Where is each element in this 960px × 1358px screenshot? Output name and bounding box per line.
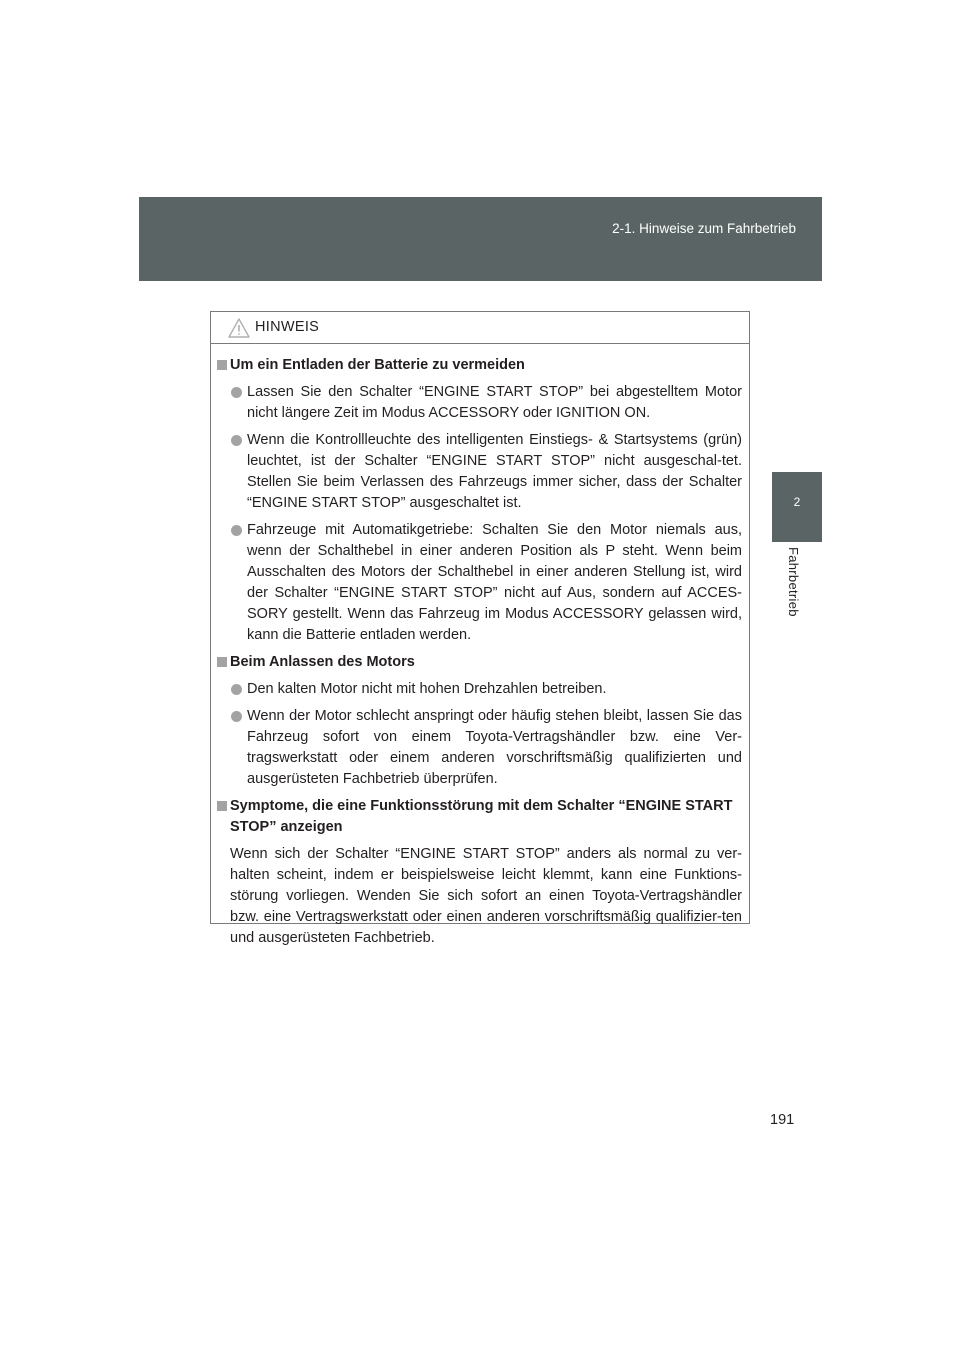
chapter-number: 2 — [793, 495, 801, 509]
square-bullet-icon — [217, 657, 227, 667]
list-item: Wenn der Motor schlecht anspringt oder häufig stehen bleibt, lassen Sie das Fahrzeug sofort von einem Toyota-Vertragshändler bzw. eine Ver-tragswerkstatt oder einem anderen vorschriftsmäßig qualifizierten und ausgerüsteten Fachbetrieb überprüfen. — [217, 706, 742, 790]
square-bullet-icon — [217, 360, 227, 370]
list-item: Den kalten Motor nicht mit hohen Drehzahlen betreiben. — [217, 679, 742, 700]
section-heading: Symptome, die eine Funktionsstörung mit dem Schalter “ENGINE START STOP” anzeigen — [217, 796, 742, 838]
notice-title: HINWEIS — [255, 319, 320, 335]
list-item: Lassen Sie den Schalter “ENGINE START STOP” bei abgestelltem Motor nicht längere Zeit im Modus ACCESSORY oder IGNITION ON. — [217, 382, 742, 424]
round-bullet-icon — [231, 435, 242, 446]
list-item: Fahrzeuge mit Automatikgetriebe: Schalten Sie den Motor niemals aus, wenn der Schalthebel in einer anderen Position als P steht. Wenn beim Ausschalten des Motors der Schalthebel in einer anderen Stellung ist, wird der Schalter “ENGINE START STOP” nicht auf Aus, sondern auf ACCES-SORY gestellt. Wenn das Fahrzeug im Modus ACCESSORY gelassen wird, kann die Batterie entladen werden. — [217, 520, 742, 646]
notice-body — [211, 344, 749, 949]
square-bullet-icon — [217, 801, 227, 811]
round-bullet-icon — [231, 711, 242, 722]
round-bullet-icon — [231, 525, 242, 536]
header-band — [139, 197, 822, 281]
section-heading: Beim Anlassen des Motors — [217, 652, 742, 673]
section-paragraph: Wenn sich der Schalter “ENGINE START STOP” anders als normal zu ver-halten scheint, indem er beispielsweise leicht klemmt, kann eine Funktions-störung vorliegen. Wenden Sie sich sofort an einen Toyota-Vertragshändler bzw. eine Vertragswerkstatt oder einen anderen vorschriftsmäßig qualifizier-ten und ausgerüsteten Fachbetrieb. — [230, 846, 742, 946]
notice-box — [210, 311, 750, 946]
section-heading: Um ein Entladen der Batterie zu vermeiden — [217, 355, 742, 376]
warning-triangle-icon — [228, 318, 250, 338]
section-title: 2-1. Hinweise zum Fahrbetrieb — [612, 221, 796, 236]
list-item: Wenn die Kontrollleuchte des intelligenten Einstiegs- & Startsystems (grün) leuchtet, ist der Schalter “ENGINE START STOP” nicht ausgeschal-tet. Stellen Sie beim Verlassen des Fahrzeugs immer sicher, dass der Schalter “ENGINE START STOP” ausgeschaltet ist. — [217, 430, 742, 514]
round-bullet-icon — [231, 684, 242, 695]
round-bullet-icon — [231, 387, 242, 398]
chapter-label: Fahrbetrieb — [786, 547, 801, 617]
page-number: 191 — [770, 1112, 795, 1128]
chapter-tab — [772, 472, 822, 542]
notice-header — [211, 312, 749, 344]
